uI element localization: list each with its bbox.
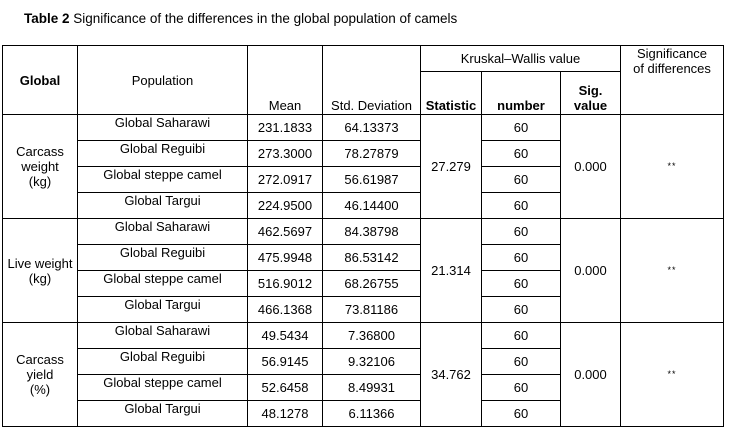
significance-cell: ** bbox=[621, 323, 724, 427]
header-significance-line2: of differences bbox=[633, 61, 711, 76]
significance-cell: ** bbox=[621, 219, 724, 323]
std-deviation-cell: 73.81186 bbox=[323, 297, 421, 323]
table-caption-label: Table 2 bbox=[24, 11, 70, 26]
number-cell: 60 bbox=[482, 141, 561, 167]
group-label bbox=[3, 323, 78, 427]
population-cell: Global Targui bbox=[78, 297, 248, 323]
significance-table bbox=[2, 45, 724, 427]
number-cell: 60 bbox=[482, 219, 561, 245]
std-deviation-cell: 86.53142 bbox=[323, 245, 421, 271]
mean-cell: 52.6458 bbox=[248, 375, 323, 401]
table-caption bbox=[24, 11, 457, 26]
table-body bbox=[3, 46, 724, 427]
header-global: Global bbox=[3, 46, 78, 115]
header-mean: Mean bbox=[248, 46, 323, 115]
population-cell: Global Targui bbox=[78, 193, 248, 219]
header-sig-line1: Sig. bbox=[578, 83, 603, 98]
number-cell: 60 bbox=[482, 167, 561, 193]
std-deviation-cell: 84.38798 bbox=[323, 219, 421, 245]
group-label bbox=[3, 219, 78, 323]
sig-value-cell: 0.000 bbox=[561, 115, 621, 219]
population-cell: Global steppe camel bbox=[78, 375, 248, 401]
std-deviation-cell: 7.36800 bbox=[323, 323, 421, 349]
mean-cell: 516.9012 bbox=[248, 271, 323, 297]
group-label-line: (kg) bbox=[28, 174, 52, 189]
table-row bbox=[3, 115, 724, 141]
population-cell: Global steppe camel bbox=[78, 167, 248, 193]
header-number: number bbox=[482, 72, 561, 115]
population-cell: Global Reguibi bbox=[78, 245, 248, 271]
mean-cell: 475.9948 bbox=[248, 245, 323, 271]
std-deviation-cell: 6.11366 bbox=[323, 401, 421, 427]
table-row bbox=[3, 323, 724, 349]
significance-cell: ** bbox=[621, 115, 724, 219]
header-sig-line2: value bbox=[573, 98, 608, 113]
population-cell: Global Reguibi bbox=[78, 141, 248, 167]
mean-cell: 48.1278 bbox=[248, 401, 323, 427]
mean-cell: 462.5697 bbox=[248, 219, 323, 245]
statistic-cell: 34.762 bbox=[421, 323, 482, 427]
header-significance bbox=[621, 46, 724, 115]
header-std-deviation: Std. Deviation bbox=[323, 46, 421, 115]
population-cell: Global steppe camel bbox=[78, 271, 248, 297]
group-label bbox=[3, 115, 78, 219]
population-cell: Global Saharawi bbox=[78, 115, 248, 141]
group-label-line: (kg) bbox=[28, 270, 52, 286]
std-deviation-cell: 56.61987 bbox=[323, 167, 421, 193]
sig-value-cell: 0.000 bbox=[561, 323, 621, 427]
std-deviation-cell: 64.13373 bbox=[323, 115, 421, 141]
mean-cell: 231.1833 bbox=[248, 115, 323, 141]
group-label-line: Carcass bbox=[16, 144, 64, 159]
number-cell: 60 bbox=[482, 297, 561, 323]
std-deviation-cell: 9.32106 bbox=[323, 349, 421, 375]
header-kruskal-wallis: Kruskal–Wallis value bbox=[421, 46, 621, 72]
population-cell: Global Reguibi bbox=[78, 349, 248, 375]
std-deviation-cell: 8.49931 bbox=[323, 375, 421, 401]
population-cell: Global Targui bbox=[78, 401, 248, 427]
statistic-cell: 27.279 bbox=[421, 115, 482, 219]
population-cell: Global Saharawi bbox=[78, 219, 248, 245]
group-label-line: yield bbox=[26, 367, 54, 382]
sig-value-cell: 0.000 bbox=[561, 219, 621, 323]
number-cell: 60 bbox=[482, 349, 561, 375]
statistic-cell: 21.314 bbox=[421, 219, 482, 323]
number-cell: 60 bbox=[482, 271, 561, 297]
number-cell: 60 bbox=[482, 401, 561, 427]
number-cell: 60 bbox=[482, 245, 561, 271]
number-cell: 60 bbox=[482, 375, 561, 401]
table-caption-text: Significance of the differences in the global population of camels bbox=[69, 11, 458, 26]
mean-cell: 273.3000 bbox=[248, 141, 323, 167]
std-deviation-cell: 78.27879 bbox=[323, 141, 421, 167]
header-population: Population bbox=[78, 46, 248, 115]
number-cell: 60 bbox=[482, 193, 561, 219]
mean-cell: 49.5434 bbox=[248, 323, 323, 349]
group-label-line: (%) bbox=[29, 382, 51, 397]
std-deviation-cell: 46.14400 bbox=[323, 193, 421, 219]
header-sig-value bbox=[561, 72, 621, 115]
number-cell: 60 bbox=[482, 323, 561, 349]
header-significance-line1: Significance bbox=[636, 46, 708, 61]
header-statistic: Statistic bbox=[421, 72, 482, 115]
mean-cell: 466.1368 bbox=[248, 297, 323, 323]
mean-cell: 56.9145 bbox=[248, 349, 323, 375]
std-deviation-cell: 68.26755 bbox=[323, 271, 421, 297]
mean-cell: 224.9500 bbox=[248, 193, 323, 219]
population-cell: Global Saharawi bbox=[78, 323, 248, 349]
mean-cell: 272.0917 bbox=[248, 167, 323, 193]
table-row bbox=[3, 219, 724, 245]
group-label-line: Live weight bbox=[7, 255, 73, 271]
group-label-line: Carcass bbox=[16, 352, 64, 367]
number-cell: 60 bbox=[482, 115, 561, 141]
header-row-1 bbox=[3, 46, 724, 72]
group-label-line: weight bbox=[21, 159, 59, 174]
